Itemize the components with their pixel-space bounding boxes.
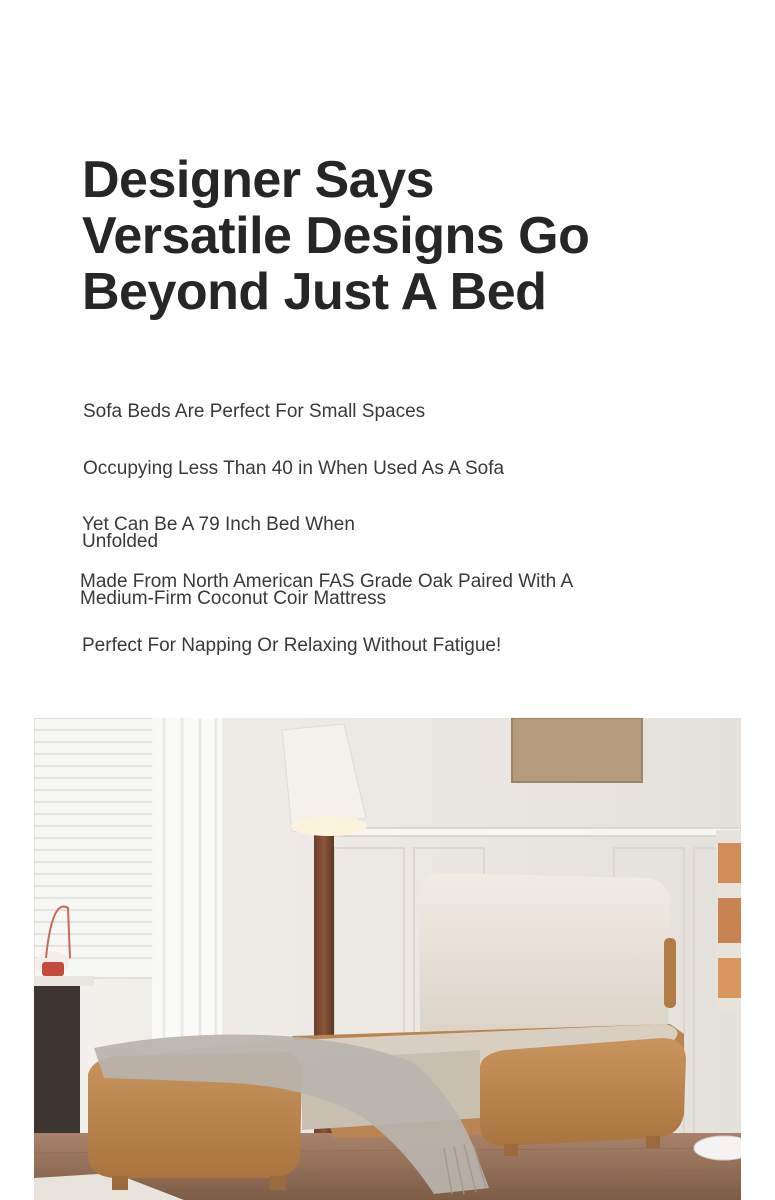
feature-materials-line-2: Medium-Firm Coconut Coir Mattress [80,588,387,609]
bookshelf [716,830,741,1010]
sofa-bed-photo [34,718,741,1200]
feature-bed-length-line-2: Unfolded [82,531,159,552]
feature-bed-length [82,516,355,550]
feature-materials-line-1: Made From North American FAS Grade Oak Paired With A [80,571,574,592]
feature-sofa-width: Occupying Less Than 40 in When Used As A Sofa [83,458,505,479]
headline-line-3: Beyond Just A Bed [82,263,547,321]
feature-small-spaces: Sofa Beds Are Perfect For Small Spaces [83,401,426,422]
wall-art [512,718,642,782]
feature-bed-length-line-1: Yet Can Be A 79 Inch Bed When [82,514,355,535]
headline-line-1: Designer Says [82,151,434,209]
headline-line-2: Versatile Designs Go [82,207,590,265]
feature-materials [80,573,573,607]
feature-napping: Perfect For Napping Or Relaxing Without Fatigue! [82,635,502,656]
